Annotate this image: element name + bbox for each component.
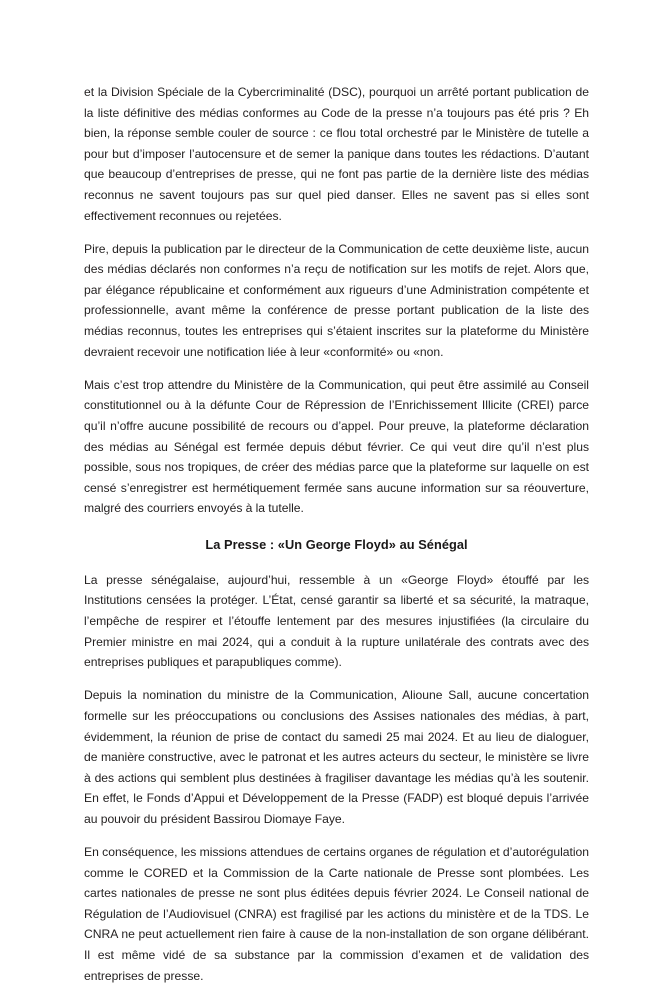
paragraph-1: et la Division Spéciale de la Cybercriminalité (DSC), pourquoi un arrêté portant publication de la liste définitive des médias conformes au Code de la presse n’a toujours pas été pris ? Eh bien, la réponse semble couler de source : ce flou total orchestré par le Ministère de tutelle a pour but d’imposer l’autocensure et de semer la panique dans toutes les rédactions. D’autant que beaucoup d’entreprises de presse, qui ne font pas partie de la dernière liste des médias reconnus ne savent toujours pas sur quel pied danser. Elles ne savent pas si elles sont effectivement reconnues ou rejetées. [84,85,589,223]
document-body [84,82,589,986]
paragraph-4: La presse sénégalaise, aujourd’hui, ressemble à un «George Floyd» étouffé par les Institutions censées la protéger. L’État, censé garantir sa liberté et sa sécurité, la matraque, l’empêche de respirer et l’étouffe lentement par des mesures injustifiées (la circulaire du Premier ministre en mai 2024, qui a conduit à la rupture unilatérale des contrats avec des entreprises publiques et parapubliques comme). [84,572,589,670]
paragraph-3: Mais c’est trop attendre du Ministère de la Communication, qui peut être assimilé au Conseil constitutionnel ou à la défunte Cour de Répression de l’Enrichissement Illicite (CREI) parce qu’il n’offre aucune possibilité de recours ou d’appel. Pour preuve, la plateforme déclaration des médias au Sénégal est fermée depuis début février. Ce qui veut dire qu’il n’est plus possible, sous nos tropiques, de créer des médias parce que la plateforme sur laquelle on est censé s’enregistrer est hermétiquement fermée sans aucune information sur sa réouverture, malgré des courriers envoyés à la tutelle. [84,377,589,516]
section-heading: La Presse : «Un George Floyd» au Sénégal [205,536,468,552]
paragraph-2: Pire, depuis la publication par le directeur de la Communication de cette deuxième liste, aucun des médias déclarés non conformes n’a reçu de notification sur les motifs de rejet. Alors que, par élégance républicaine et conformément aux rigueurs d’une Administration compétente et professionnelle, avant même la conférence de presse portant publication de la liste des médias reconnus, toutes les entreprises qui s’étaient inscrites sur la plateforme du Ministère devraient recevoir une notification liée à leur «conformité» ou «non. [84,241,589,359]
paragraph-6: En conséquence, les missions attendues de certains organes de régulation et d’autorégulation comme le CORED et la Commission de la Carte nationale de Presse sont plombées. Les cartes nationales de presse ne sont plus éditées depuis février 2024. Le Conseil national de Régulation de l’Audiovisuel (CNRA) est fragilisé par les actions du ministère et de la TDS. Le CNRA ne peut actuellement rien faire à cause de la non-installation de son organe délibérant. Il est même vidé de sa substance par la commission d’examen et de validation des entreprises de presse. [84,845,589,983]
paragraph-5: Depuis la nomination du ministre de la Communication, Alioune Sall, aucune concertation formelle sur les préoccupations ou conclusions des Assises nationales des médias, à part, évidemment, la réunion de prise de contact du samedi 25 mai 2024. Et au lieu de dialoguer, de manière constructive, avec le patronat et les autres acteurs du secteur, le ministère se livre à des actions qui semblent plus destinées à fragiliser davantage les médias qu’à les soutenir. En effet, le Fonds d’Appui et Développement de la Presse (FADP) est bloqué depuis l’arrivée au pouvoir du président Bassirou Diomaye Faye. [84,688,589,826]
